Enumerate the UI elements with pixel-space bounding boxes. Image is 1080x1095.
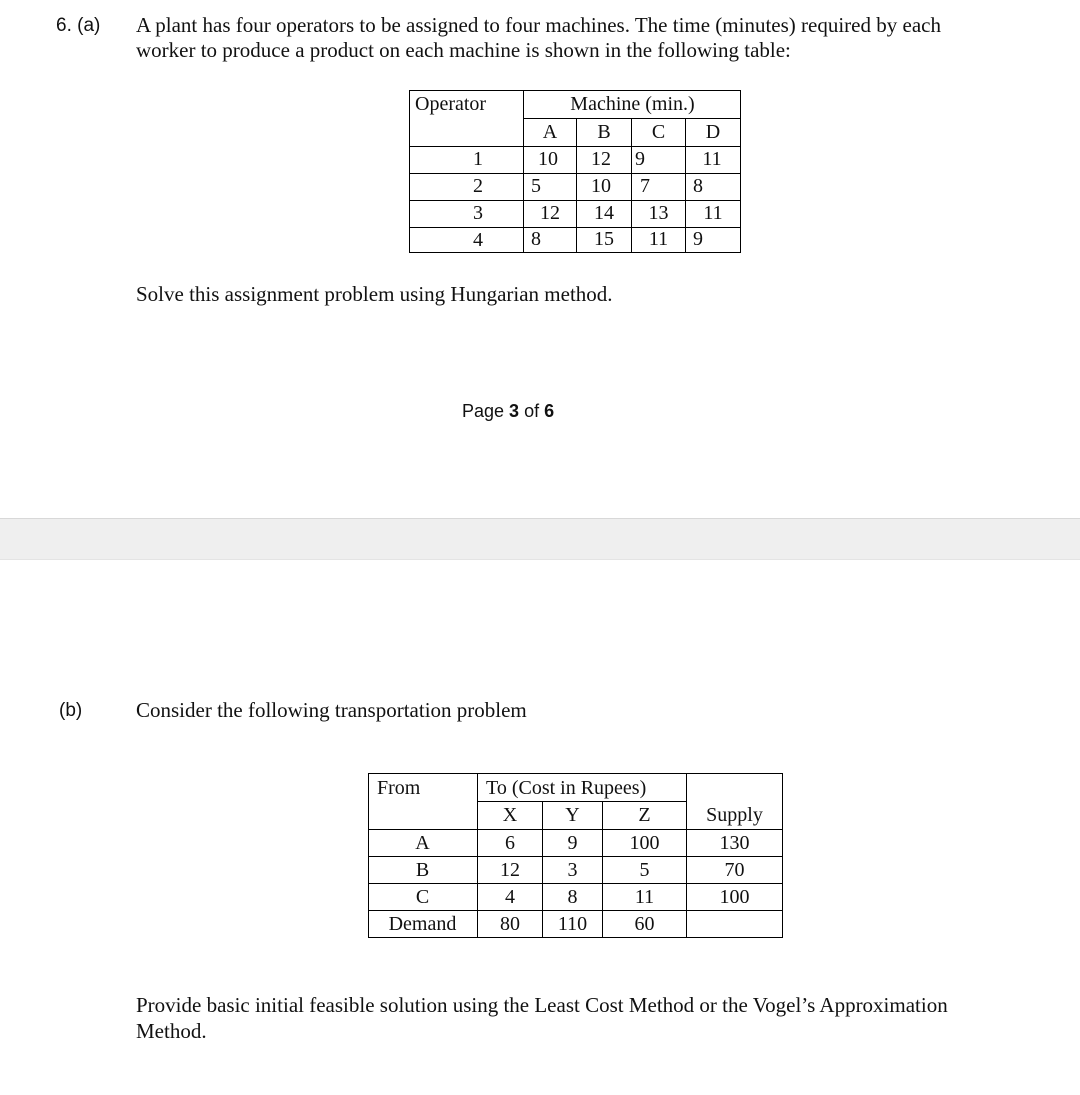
demand-cell: 110: [557, 913, 588, 935]
time-cell: 14: [594, 202, 614, 224]
machine-col-d: D: [705, 121, 721, 143]
time-cell: 12: [591, 148, 611, 170]
part-a-intro-line-1: A plant has four operators to be assigned to four machines. The time (minutes) required by each: [136, 13, 941, 37]
from-header: From: [377, 777, 421, 799]
question-number-b: (b): [59, 700, 83, 721]
cost-cell: 100: [629, 832, 660, 854]
source-label: B: [415, 859, 430, 881]
machine-header: Machine (min.): [570, 93, 695, 115]
operator-label: 2: [473, 175, 483, 197]
cost-cell: 5: [639, 859, 650, 881]
part-a-intro-line-2: worker to produce a product on each machine is shown in the following table:: [136, 38, 791, 62]
cost-cell: 12: [500, 859, 520, 881]
time-cell: 9: [693, 228, 703, 250]
time-cell: 11: [703, 202, 723, 224]
page-total: 6: [544, 401, 555, 421]
part-b-intro: Consider the following transportation problem: [136, 698, 527, 722]
part-b-instruction-line-1: Provide basic initial feasible solution using the Least Cost Method or the Vogel’s Approximation: [136, 993, 948, 1017]
operator-label: 1: [473, 148, 483, 170]
time-cell: 11: [648, 228, 669, 250]
machine-col-a: A: [542, 121, 558, 143]
cost-cell: 3: [567, 859, 578, 881]
destination-z: Z: [638, 804, 651, 826]
supply-header: Supply: [706, 804, 763, 826]
operator-header: Operator: [415, 93, 487, 115]
time-cell: 13: [648, 202, 669, 224]
assignment-table: [409, 90, 741, 253]
transportation-table: [368, 773, 783, 938]
machine-col-b: B: [597, 121, 611, 143]
part-a-instruction: Solve this assignment problem using Hungarian method.: [136, 282, 613, 306]
time-cell: 11: [702, 148, 722, 170]
supply-cell: 100: [719, 886, 750, 908]
time-cell: 12: [540, 202, 560, 224]
operator-label: 3: [473, 202, 483, 224]
to-header: To (Cost in Rupees): [486, 777, 647, 799]
part-b-instruction-line-2: Method.: [136, 1019, 207, 1043]
demand-cell: 80: [500, 913, 520, 935]
cost-cell: 4: [505, 886, 515, 908]
time-cell: 9: [635, 148, 645, 170]
time-cell: 10: [591, 175, 611, 197]
supply-cell: 130: [719, 832, 750, 854]
time-cell: 7: [640, 175, 650, 197]
machine-col-c: C: [651, 121, 666, 143]
source-label: C: [415, 886, 430, 908]
demand-label: Demand: [388, 913, 457, 935]
supply-cell: 70: [724, 859, 745, 881]
destination-y: Y: [565, 804, 580, 826]
time-cell: 8: [693, 175, 703, 197]
operator-label: 4: [473, 229, 483, 251]
cost-cell: 9: [567, 832, 578, 854]
source-label: A: [415, 832, 430, 854]
cost-cell: 8: [567, 886, 578, 908]
time-cell: 10: [538, 148, 558, 170]
time-cell: 8: [531, 228, 541, 250]
cost-cell: 6: [505, 832, 515, 854]
page-separator: [0, 518, 1080, 560]
demand-cell: 60: [634, 913, 655, 935]
page-current: 3: [509, 401, 520, 421]
time-cell: 15: [594, 228, 614, 250]
destination-x: X: [502, 804, 518, 826]
time-cell: 5: [531, 175, 541, 197]
cost-cell: 11: [634, 886, 655, 908]
question-number-6a: 6. (a): [56, 15, 101, 36]
page-indicator: Page 3 of 6: [462, 401, 555, 421]
